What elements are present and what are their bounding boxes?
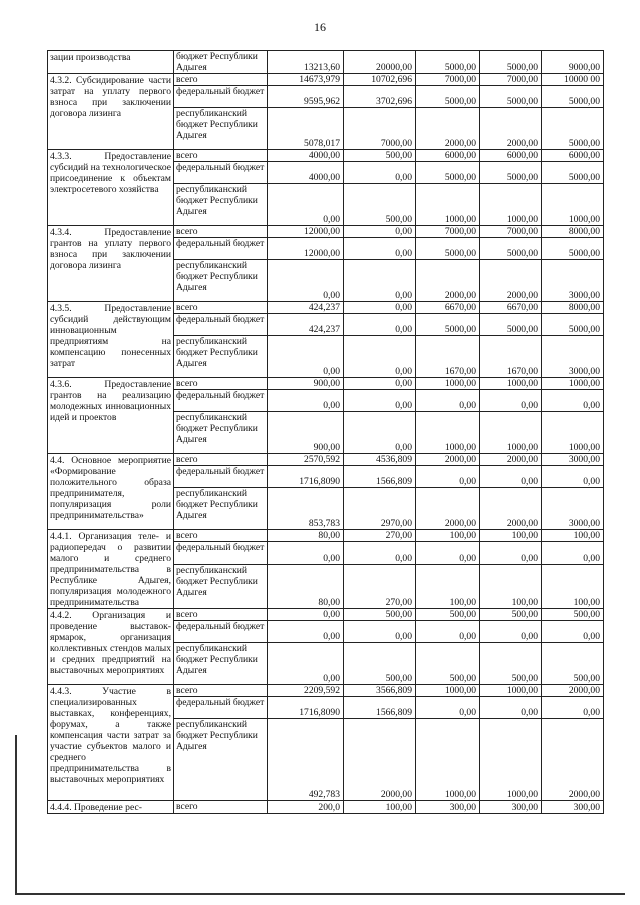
- amount-cell: 0,00: [268, 184, 344, 226]
- amount-cell: 13213,60: [268, 51, 344, 74]
- amount-cell: 1000,00: [542, 412, 604, 454]
- amount-cell: 1566,809: [344, 697, 416, 719]
- amount-cell: 5000,00: [542, 108, 604, 150]
- funding-source: всего: [174, 530, 268, 542]
- amount-cell: 6000,00: [542, 150, 604, 162]
- amount-cell: 5000,00: [542, 238, 604, 260]
- amount-cell: 900,00: [268, 378, 344, 390]
- amount-cell: 80,00: [268, 530, 344, 542]
- amount-cell: 5078,017: [268, 108, 344, 150]
- funding-source: всего: [174, 150, 268, 162]
- amount-cell: 100,00: [416, 565, 480, 609]
- amount-cell: 0,00: [480, 542, 542, 565]
- funding-source: всего: [174, 454, 268, 466]
- amount-cell: 0,00: [542, 542, 604, 565]
- amount-cell: 2000,00: [542, 685, 604, 697]
- amount-cell: 1000,00: [480, 412, 542, 454]
- funding-source: республиканский бюджет Республики Адыгея: [174, 488, 268, 530]
- amount-cell: 2000,00: [416, 260, 480, 302]
- scan-bottom-border: [15, 893, 625, 895]
- amount-cell: 6670,00: [416, 302, 480, 314]
- amount-cell: 9595,962: [268, 86, 344, 108]
- budget-table-body: [48, 51, 604, 814]
- funding-source: республиканский бюджет Республики Адыгея: [174, 260, 268, 302]
- table-row: [48, 685, 604, 697]
- funding-source: республиканский бюджет Республики Адыгея: [174, 412, 268, 454]
- amount-cell: 0,00: [344, 162, 416, 184]
- funding-source: федеральный бюджет: [174, 390, 268, 412]
- amount-cell: 5000,00: [542, 162, 604, 184]
- amount-cell: 0,00: [344, 390, 416, 412]
- amount-cell: 9000,00: [542, 51, 604, 74]
- amount-cell: 4536,809: [344, 454, 416, 466]
- measure-name: 4.4.1. Организация теле- и радиопередач о развитии малого и среднего предпринимательства в Республике Адыгея, популяризация молодежного предпринимательства: [48, 530, 174, 609]
- amount-cell: 7000,00: [344, 108, 416, 150]
- amount-cell: 0,00: [416, 542, 480, 565]
- amount-cell: 2000,00: [416, 108, 480, 150]
- amount-cell: 100,00: [416, 530, 480, 542]
- measure-name: 4.3.3. Предоставление субсидий на технологическое присоединение к объектам электросетевого хозяйства: [48, 150, 174, 226]
- amount-cell: 100,00: [542, 530, 604, 542]
- amount-cell: 3000,00: [542, 336, 604, 378]
- scan-left-border: [15, 735, 17, 895]
- funding-source: всего: [174, 302, 268, 314]
- measure-name: зации производства: [48, 51, 174, 74]
- amount-cell: 5000,00: [480, 314, 542, 336]
- amount-cell: 500,00: [542, 609, 604, 621]
- amount-cell: 500,00: [344, 609, 416, 621]
- amount-cell: 0,00: [268, 336, 344, 378]
- amount-cell: 5000,00: [416, 162, 480, 184]
- amount-cell: 0,00: [542, 390, 604, 412]
- amount-cell: 1716,8090: [268, 697, 344, 719]
- amount-cell: 500,00: [344, 150, 416, 162]
- table-row: [48, 801, 604, 814]
- table-row: [48, 74, 604, 86]
- amount-cell: 1670,00: [480, 336, 542, 378]
- amount-cell: 0,00: [416, 466, 480, 488]
- amount-cell: 0,00: [268, 542, 344, 565]
- amount-cell: 200,0: [268, 801, 344, 814]
- amount-cell: 500,00: [344, 643, 416, 685]
- amount-cell: 0,00: [542, 621, 604, 643]
- amount-cell: 0,00: [344, 302, 416, 314]
- funding-source: федеральный бюджет: [174, 162, 268, 184]
- amount-cell: 6000,00: [416, 150, 480, 162]
- amount-cell: 0,00: [344, 542, 416, 565]
- amount-cell: 5000,00: [542, 86, 604, 108]
- amount-cell: 1000,00: [416, 378, 480, 390]
- amount-cell: 10000 00: [542, 74, 604, 86]
- amount-cell: 5000,00: [416, 51, 480, 74]
- amount-cell: 2000,00: [416, 454, 480, 466]
- amount-cell: 0,00: [480, 466, 542, 488]
- amount-cell: 424,237: [268, 302, 344, 314]
- amount-cell: 424,237: [268, 314, 344, 336]
- funding-source: республиканский бюджет Республики Адыгея: [174, 565, 268, 609]
- amount-cell: 10702,696: [344, 74, 416, 86]
- amount-cell: 0,00: [344, 314, 416, 336]
- amount-cell: 2000,00: [344, 719, 416, 801]
- funding-source: федеральный бюджет: [174, 238, 268, 260]
- amount-cell: 7000,00: [416, 74, 480, 86]
- funding-source: всего: [174, 801, 268, 814]
- measure-name: 4.4.3. Участие в специализированных выставках, конференциях, форумах, а также компенсация части затрат за участие субъектов малого и среднего предпринимательства в выставочных мероприятиях: [48, 685, 174, 801]
- amount-cell: 1000,00: [416, 719, 480, 801]
- table-row: [48, 51, 604, 74]
- amount-cell: 5000,00: [480, 51, 542, 74]
- funding-source: всего: [174, 609, 268, 621]
- table-row: [48, 530, 604, 542]
- amount-cell: 0,00: [416, 697, 480, 719]
- amount-cell: 0,00: [416, 621, 480, 643]
- amount-cell: 5000,00: [416, 238, 480, 260]
- funding-source: всего: [174, 685, 268, 697]
- funding-source: федеральный бюджет: [174, 314, 268, 336]
- amount-cell: 1000,00: [480, 685, 542, 697]
- amount-cell: 12000,00: [268, 226, 344, 238]
- amount-cell: 0,00: [542, 697, 604, 719]
- amount-cell: 300,00: [480, 801, 542, 814]
- measure-name: 4.4.4. Проведение рес-: [48, 801, 174, 814]
- amount-cell: 270,00: [344, 565, 416, 609]
- table-row: [48, 226, 604, 238]
- funding-source: республиканский бюджет Республики Адыгея: [174, 643, 268, 685]
- amount-cell: 5000,00: [480, 162, 542, 184]
- table-row: [48, 302, 604, 314]
- amount-cell: 1670,00: [416, 336, 480, 378]
- amount-cell: 0,00: [480, 697, 542, 719]
- amount-cell: 12000,00: [268, 238, 344, 260]
- amount-cell: 300,00: [416, 801, 480, 814]
- amount-cell: 500,00: [480, 609, 542, 621]
- amount-cell: 1000,00: [416, 184, 480, 226]
- funding-source: республиканский бюджет Республики Адыгея: [174, 719, 268, 801]
- funding-source: республиканский бюджет Республики Адыгея: [174, 336, 268, 378]
- amount-cell: 8000,00: [542, 302, 604, 314]
- amount-cell: 1000,00: [542, 184, 604, 226]
- funding-source: всего: [174, 74, 268, 86]
- amount-cell: 0,00: [344, 226, 416, 238]
- amount-cell: 3000,00: [542, 454, 604, 466]
- amount-cell: 500,00: [416, 609, 480, 621]
- amount-cell: 2000,00: [416, 488, 480, 530]
- amount-cell: 4000,00: [268, 162, 344, 184]
- amount-cell: 0,00: [480, 621, 542, 643]
- amount-cell: 853,783: [268, 488, 344, 530]
- amount-cell: 5000,00: [480, 86, 542, 108]
- amount-cell: 0,00: [344, 621, 416, 643]
- amount-cell: 1000,00: [416, 685, 480, 697]
- measure-name: 4.3.2. Субсидирование части затрат на уплату первого взноса при заключении договора лизинга: [48, 74, 174, 150]
- amount-cell: 492,783: [268, 719, 344, 801]
- table-row: [48, 454, 604, 466]
- amount-cell: 5000,00: [416, 86, 480, 108]
- table-row: [48, 609, 604, 621]
- amount-cell: 0,00: [416, 390, 480, 412]
- amount-cell: 6670,00: [480, 302, 542, 314]
- amount-cell: 0,00: [480, 390, 542, 412]
- amount-cell: 1000,00: [480, 719, 542, 801]
- measure-name: 4.3.4. Предоставление грантов на уплату первого взноса при заключении договора лизинга: [48, 226, 174, 302]
- amount-cell: 100,00: [480, 530, 542, 542]
- amount-cell: 100,00: [542, 565, 604, 609]
- amount-cell: 6000,00: [480, 150, 542, 162]
- table-row: [48, 378, 604, 390]
- amount-cell: 1000,00: [480, 184, 542, 226]
- amount-cell: 20000,00: [344, 51, 416, 74]
- funding-source: федеральный бюджет: [174, 621, 268, 643]
- funding-source: федеральный бюджет: [174, 466, 268, 488]
- amount-cell: 500,00: [416, 643, 480, 685]
- amount-cell: 5000,00: [416, 314, 480, 336]
- amount-cell: 1716,8090: [268, 466, 344, 488]
- amount-cell: 2000,00: [480, 454, 542, 466]
- table-row: [48, 150, 604, 162]
- funding-source: федеральный бюджет: [174, 697, 268, 719]
- amount-cell: 100,00: [344, 801, 416, 814]
- amount-cell: 3566,809: [344, 685, 416, 697]
- amount-cell: 2000,00: [480, 260, 542, 302]
- measure-name: 4.4.2. Организация и проведение выставок-ярмарок, организация коллективных стендов малых и средних предприятий на выставочных мероприятиях: [48, 609, 174, 685]
- amount-cell: 2570,592: [268, 454, 344, 466]
- amount-cell: 1000,00: [416, 412, 480, 454]
- amount-cell: 2000,00: [480, 488, 542, 530]
- amount-cell: 270,00: [344, 530, 416, 542]
- amount-cell: 5000,00: [542, 314, 604, 336]
- amount-cell: 0,00: [268, 643, 344, 685]
- measure-name: 4.3.5. Предоставление субсидий действующим инновационным предприятиям на компенсацию понесенных затрат: [48, 302, 174, 378]
- amount-cell: 7000,00: [416, 226, 480, 238]
- page-number: 16: [314, 20, 326, 34]
- amount-cell: 500,00: [542, 643, 604, 685]
- amount-cell: 1000,00: [542, 378, 604, 390]
- amount-cell: 0,00: [268, 621, 344, 643]
- amount-cell: 5000,00: [480, 238, 542, 260]
- amount-cell: 0,00: [344, 336, 416, 378]
- amount-cell: 7000,00: [480, 74, 542, 86]
- amount-cell: 2970,00: [344, 488, 416, 530]
- funding-source: всего: [174, 378, 268, 390]
- amount-cell: 0,00: [344, 238, 416, 260]
- amount-cell: 0,00: [542, 466, 604, 488]
- amount-cell: 2000,00: [542, 719, 604, 801]
- measure-name: 4.3.6. Предоставление грантов на реализацию молодежных инновационных идей и проектов: [48, 378, 174, 454]
- amount-cell: 0,00: [344, 260, 416, 302]
- funding-source: всего: [174, 226, 268, 238]
- measure-name: 4.4. Основное мероприятие «Формирование положительного образа предпринимателя, популяризация роли предпринимательства»: [48, 454, 174, 530]
- amount-cell: 900,00: [268, 412, 344, 454]
- funding-source: федеральный бюджет: [174, 86, 268, 108]
- amount-cell: 1566,809: [344, 466, 416, 488]
- amount-cell: 8000,00: [542, 226, 604, 238]
- amount-cell: 14673,979: [268, 74, 344, 86]
- amount-cell: 1000,00: [480, 378, 542, 390]
- funding-source: бюджет Республики Адыгея: [174, 51, 268, 74]
- amount-cell: 0,00: [344, 412, 416, 454]
- amount-cell: 7000,00: [480, 226, 542, 238]
- budget-table: [47, 50, 604, 814]
- amount-cell: 0,00: [268, 260, 344, 302]
- amount-cell: 0,00: [268, 390, 344, 412]
- amount-cell: 3000,00: [542, 488, 604, 530]
- funding-source: федеральный бюджет: [174, 542, 268, 565]
- amount-cell: 2000,00: [480, 108, 542, 150]
- funding-source: республиканский бюджет Республики Адыгея: [174, 184, 268, 226]
- funding-source: республиканский бюджет Республики Адыгея: [174, 108, 268, 150]
- amount-cell: 500,00: [344, 184, 416, 226]
- amount-cell: 300,00: [542, 801, 604, 814]
- amount-cell: 3702,696: [344, 86, 416, 108]
- amount-cell: 80,00: [268, 565, 344, 609]
- amount-cell: 4000,00: [268, 150, 344, 162]
- amount-cell: 0,00: [344, 378, 416, 390]
- amount-cell: 2209,592: [268, 685, 344, 697]
- amount-cell: 100,00: [480, 565, 542, 609]
- amount-cell: 0,00: [268, 609, 344, 621]
- amount-cell: 500,00: [480, 643, 542, 685]
- amount-cell: 3000,00: [542, 260, 604, 302]
